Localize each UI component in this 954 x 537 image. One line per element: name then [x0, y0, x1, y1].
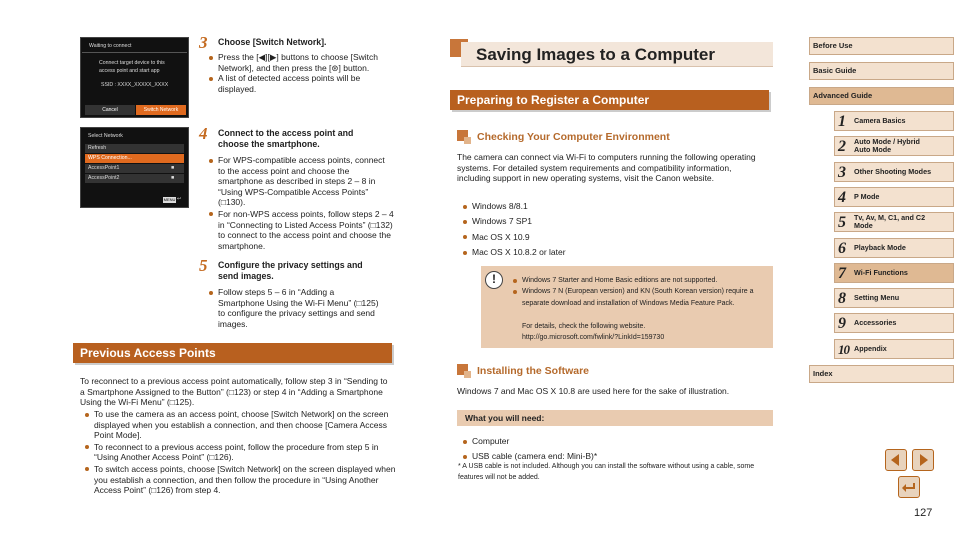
nav-chapter[interactable] [834, 238, 954, 258]
nav-chapter[interactable] [834, 162, 954, 182]
list-item: To switch access points, choose [Switch Network] on the screen displayed when you establish a connection, and then follow the procedure in “Using Another Access Point” (□126) from step 4. [84, 464, 398, 496]
list-item: Windows 8/8.1 [462, 201, 762, 212]
network-item[interactable]: AccessPoint1 [88, 165, 120, 171]
step-title: Connect to the access point and [218, 128, 354, 138]
list-item: For non-WPS access points, follow steps 2 – 4 in “Connecting to Listed Access Points” (□132) to connect to the access point and choose the smartphone. [208, 209, 394, 251]
nav-advanced-guide[interactable]: Advanced Guide [809, 87, 954, 105]
list-item: USB cable (camera end: Mini-B)* [462, 451, 762, 462]
list-item: To use the camera as an access point, choose [Switch Network] on the screen displayed when you establish a connection, and then choose [Camera Access Point Mode]. [84, 409, 398, 441]
list-item: Mac OS X 10.9 [462, 232, 762, 243]
step-bullets [208, 52, 394, 94]
os-list [462, 201, 762, 258]
section-bullets [84, 409, 398, 496]
list-item: Windows 7 Starter and Home Basic editions are not supported. [512, 275, 767, 286]
list-item: Follow steps 5 – 6 in “Adding a Smartphone Using the Wi-Fi Menu” (□125) to configure the privacy settings and send images. [208, 287, 380, 329]
arrow-right-icon [913, 450, 933, 470]
section-banner: Preparing to Register a Computer [450, 90, 769, 110]
chapter-label: Playback Mode [854, 242, 906, 252]
subsection-heading: Installing the Software [477, 365, 590, 377]
menu-button-icon: MENU [163, 197, 176, 202]
arrow-left-icon [886, 450, 906, 470]
chapter-label: Accessories [854, 318, 897, 328]
caution-bullets [512, 275, 767, 309]
paragraph: Windows 7 and Mac OS X 10.8 are used here for the sake of illustration. [457, 386, 730, 396]
chapter-number: 10 [838, 341, 849, 357]
network-item[interactable]: Refresh [88, 145, 107, 151]
chapter-label: Wi-Fi Functions [854, 267, 908, 277]
list-item: To reconnect to a previous access point, follow the procedure from step 5 in “Using Another Access Point” (□126). [84, 442, 398, 463]
chapter-label: P Mode [854, 191, 880, 201]
chapter-number: 4 [838, 188, 846, 206]
chapter-label: Auto Mode / Hybrid Auto Mode [854, 137, 920, 155]
paragraph: The camera can connect via Wi-Fi to computers running the following operating systems. For detailed system requirements and compatibility information, including support in new operating systems, visit the Canon website. [457, 152, 756, 184]
chapter-number: 5 [838, 214, 846, 232]
prev-page-button[interactable] [885, 449, 907, 471]
nav-chapter[interactable] [834, 263, 954, 283]
heading-square-icon [464, 371, 471, 378]
step-bullets [208, 287, 380, 329]
camera-screen-waiting [80, 37, 189, 118]
list-item: A list of detected access points will be displayed. [208, 73, 394, 94]
list-item: For WPS-compatible access points, connect to the access point and choose the smartphone as described in steps 2 – 8 in “Using WPS-Compatible Access Points” (□130). [208, 155, 394, 208]
nav-chapter[interactable] [834, 136, 954, 156]
return-button[interactable] [898, 476, 920, 498]
step-title: choose the smartphone. [218, 139, 320, 149]
network-item[interactable]: WPS Connection... [88, 155, 132, 161]
nav-chapter[interactable] [834, 187, 954, 207]
camera-screen-select-network [80, 127, 189, 208]
screen-line: Connect target device to this [99, 60, 165, 66]
chapter-label: Appendix [854, 343, 887, 353]
step-title: Choose [Switch Network]. [218, 37, 327, 47]
nav-chapter[interactable] [834, 111, 954, 131]
nav-chapter[interactable] [834, 288, 954, 308]
caution-link[interactable]: http://go.microsoft.com/fwlink/?LinkId=159730 [522, 334, 665, 341]
nav-chapter[interactable] [834, 212, 954, 232]
step-number: 3 [199, 33, 208, 52]
chapter-label: Tv, Av, M, C1, and C2 Mode [854, 213, 926, 231]
network-item[interactable]: AccessPoint2 [88, 175, 120, 181]
chapter-label: Setting Menu [854, 293, 900, 303]
cancel-button[interactable]: Cancel [85, 105, 135, 115]
nav-before-use[interactable]: Before Use [809, 37, 954, 55]
nav-basic-guide[interactable]: Basic Guide [809, 62, 954, 80]
screen-ssid: SSID : XXXX_XXXXX_XXXX [101, 82, 169, 88]
page-title: Saving Images to a Computer [476, 45, 715, 64]
nav-chapter[interactable] [834, 339, 954, 359]
list-item: Windows 7 N (European version) and KN (South Korean version) require a separate download and installation of Windows Media Feature Pack. [512, 286, 767, 309]
next-page-button[interactable] [912, 449, 934, 471]
lock-icon: ■ [171, 165, 175, 171]
return-icon [899, 477, 919, 497]
step-bullets [208, 155, 394, 251]
caution-detail: For details, check the following website. [522, 323, 646, 330]
switch-network-button[interactable]: Switch Network [136, 105, 186, 115]
chapter-number: 6 [838, 239, 846, 257]
chapter-number: 3 [838, 163, 846, 181]
section-banner: Previous Access Points [73, 343, 392, 363]
nav-index[interactable]: Index [809, 365, 954, 383]
list-item: Press the [◀][▶] buttons to choose [Switch Network], and then press the [⊛] button. [208, 52, 394, 73]
section-intro: To reconnect to a previous access point automatically, follow step 3 in “Sending to a Smartphone Assigned to the Button” (□123) or step 4 in “Adding a Smartphone Using the Wi-Fi Menu” (□125). [80, 376, 388, 408]
need-list [462, 436, 762, 462]
caution-icon: ! [485, 271, 503, 289]
chapter-number: 1 [838, 113, 846, 130]
chapter-label: Camera Basics [854, 116, 906, 125]
step-number: 4 [199, 124, 208, 143]
page-number: 127 [914, 507, 933, 519]
chapter-number: 8 [838, 290, 846, 308]
screen-title: Waiting to connect [89, 43, 132, 49]
chapter-number: 9 [838, 315, 846, 333]
lock-icon: ■ [171, 175, 175, 181]
need-header-label: What you will need: [465, 413, 545, 423]
chapter-number: 2 [838, 138, 846, 156]
chapter-number: 7 [838, 264, 846, 282]
subsection-heading: Checking Your Computer Environment [477, 131, 670, 143]
list-item: Windows 7 SP1 [462, 216, 762, 227]
list-item: Mac OS X 10.8.2 or later [462, 247, 762, 258]
screen-line: access point and start app [99, 68, 160, 74]
step-title: Configure the privacy settings and [218, 260, 363, 270]
step-title: send images. [218, 271, 274, 281]
chapter-label: Other Shooting Modes [854, 166, 932, 176]
step-number: 5 [199, 256, 208, 275]
back-icon: ↩ [177, 196, 182, 202]
footnote: * A USB cable is not included. Although you can install the software without using a cable, some features will not be added. [458, 463, 755, 481]
nav-chapter[interactable] [834, 313, 954, 333]
screen-title: Select Network [88, 133, 123, 139]
heading-square-icon [464, 137, 471, 144]
list-item: Computer [462, 436, 762, 447]
